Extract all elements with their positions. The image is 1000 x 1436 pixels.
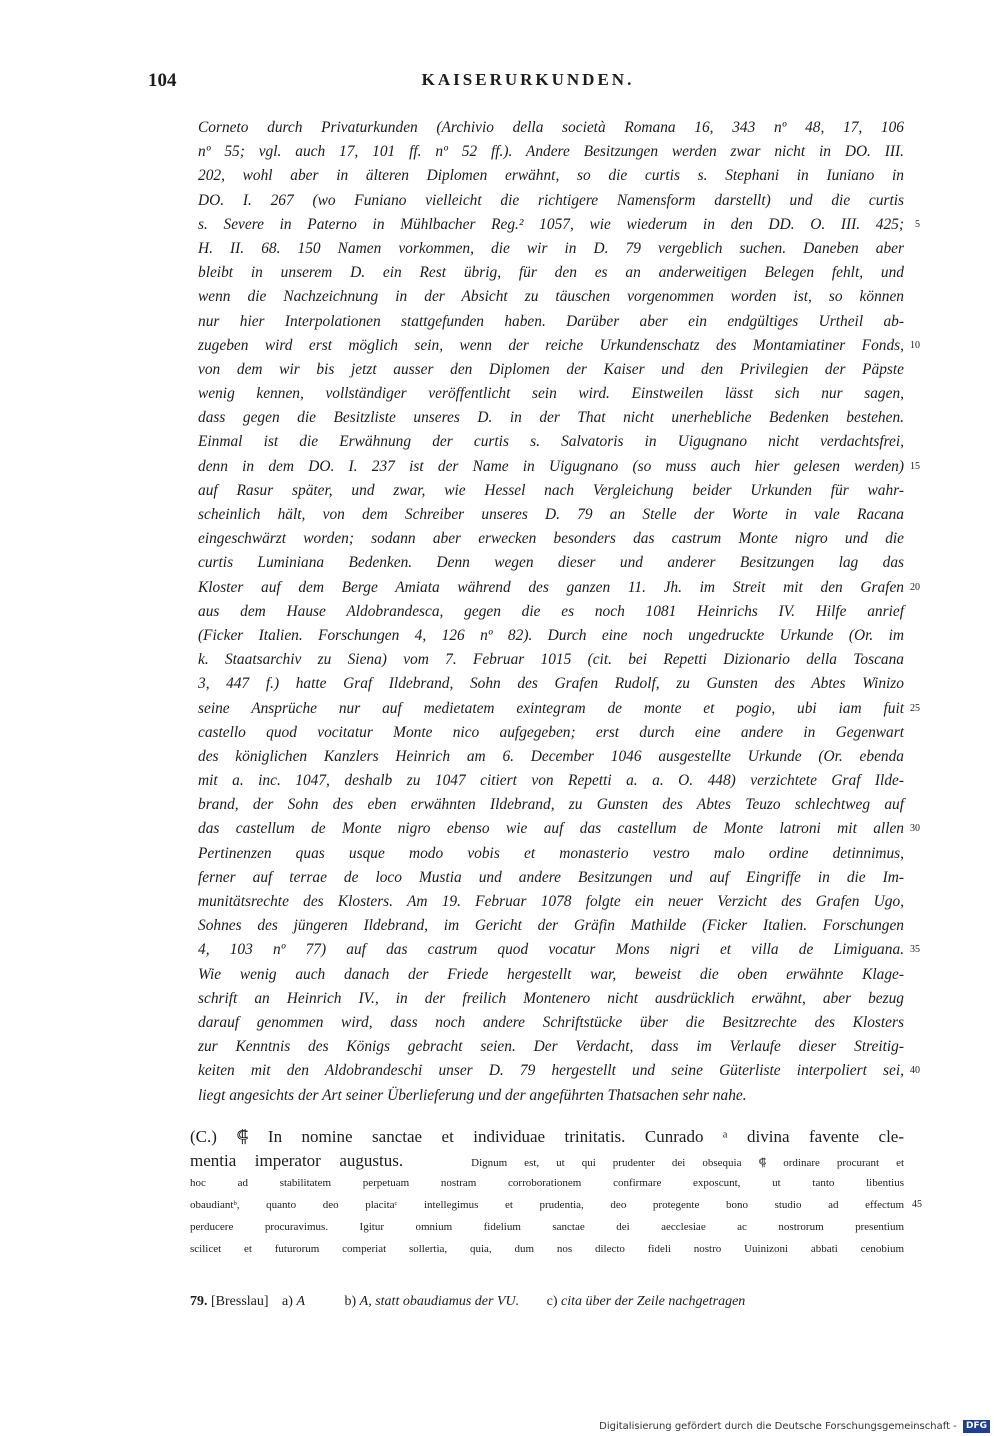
commentary-line [198,503,904,527]
commentary-line-text: dass gegen die Besitzliste unseres D. in der That nicht unerhebliche Bedenken bestehen. [198,409,904,427]
commentary-line-text: (Ficker Italien. Forschungen 4, 126 nº 82). Durch eine noch ungedruckte Urkunde (Or. im [198,626,904,644]
running-title: KAISERURKUNDEN. [421,70,635,89]
commentary-line-text: eingeschwärzt worden; sodann aber erwecken besonders das castrum Monte nigro und die [198,530,904,548]
commentary-line-text: ferner auf terrae de loco Mustia und andere Besitzungen und auf Eingriffe in die Im- [198,868,904,886]
commentary-line-text: Wie wenig auch danach der Friede hergestellt war, beweist die oben erwähnte Klage- [198,965,904,983]
footnote-c-text: cita über der Zeile nachgetragen [561,1294,746,1309]
commentary-line-text: DO. I. 267 (wo Funiano vielleicht die richtigere Namensform darstellt) und die curtis [198,191,904,209]
commentary-line [198,890,904,914]
commentary-line-text: Einmal ist die Erwähnung der curtis s. Salvatoris in Uigugnano nicht verdachtsfrei, [198,433,904,451]
commentary-line [198,938,920,962]
dfg-logo: DFG [963,1420,990,1433]
commentary-line [198,164,904,188]
commentary-line [198,1011,904,1035]
commentary-line-text: von dem wir bis jetzt ausser den Diplomen der Kaiser und den Privilegien der Päpste [198,360,904,378]
footnotes [190,1290,904,1314]
commentary-line [198,576,920,600]
charter-text-run: obaudiantᵇ, quanto deo placitaᶜ intellegimus et prudentia, deo protegente bono studio ad effectum [190,1199,904,1211]
commentary-line-text: 4, 103 nº 77) auf das castrum quod vocatur Mons nigri et villa de Limiguana. [198,941,904,959]
commentary-line-text: Sohnes des jüngeren Ildebrand, im Gericht der Gräfin Mathilde (Ficker Italien. Forschungen [198,917,904,935]
commentary-line-text: seine Ansprüche nur auf medietatem exintegram de monte et pogio, ubi iam fuit [198,699,904,717]
document-number: 79. [190,1294,208,1309]
charter-line: scilicet et futurorum comperiat sollertia, quia, dum nos dilecto fideli nostro Uuinizoni abbati cenobium [190,1243,904,1255]
credit-text: Digitalisierung gefördert durch die Deutsche Forschungsgemeinschaft - [599,1421,957,1432]
commentary-line [198,479,904,503]
commentary-line [198,310,904,334]
charter-line [190,1150,904,1172]
digitization-credit [599,1419,990,1435]
commentary-line-text: darauf genommen wird, dass noch andere Schriftstücke über die Besitzrechte des Klosters [198,1013,904,1031]
commentary-line [198,1084,904,1108]
editor-name: [Bresslau] [211,1294,269,1309]
commentary-line [198,116,904,140]
commentary-line-text: Kloster auf dem Berge Amiata während des ganzen 11. Jh. im Streit mit den Grafen [198,578,904,596]
footnote-a-label: a) [282,1294,293,1309]
commentary-line-text: Corneto durch Privaturkunden (Archivio della società Romana 16, 343 nº 48, 17, 106 [198,119,904,136]
commentary-line-text: bleibt in unserem D. ein Rest übrig, für den es an anderweitigen Belegen fehlt, und [198,264,904,282]
commentary-line-text: aus dem Hause Aldobrandesca, gegen die es noch 1081 Heinrichs IV. Hilfe anrief [198,602,904,620]
commentary-line [198,140,904,164]
page-number: 104 [148,70,177,91]
commentary-line-text: mit a. inc. 1047, deshalb zu 1047 citiert von Repetti a. a. O. 448) verzichtete Graf Ilde- [198,772,904,790]
commentary-line-text: H. II. 68. 150 Namen vorkommen, die wir in D. 79 vergeblich suchen. Daneben aber [198,239,904,257]
page-header [148,70,908,94]
commentary-line-text: wenig kennen, vollständiger veröffentlicht sein wird. Einstweilen lässt sich nur sagen, [198,385,904,403]
commentary-line-text: wenn die Nachzeichnung in der Absicht zu täuschen vorgenommen worden ist, so können [198,288,904,306]
commentary-line-text: nur hier Interpolationen stattgefunden haben. Darüber aber ein endgültiges Urtheil ab- [198,312,904,330]
commentary-line-text: das castellum de Monte nigro ebenso wie auf das castellum de Monte latroni mit allen [198,820,904,838]
commentary-line [198,285,904,309]
commentary-line [198,963,904,987]
commentary-line-text: 3, 447 f.) hatte Graf Ildebrand, Sohn des Grafen Rudolf, zu Gunsten des Abtes Winizo [198,675,904,693]
commentary-line-text: auf Rasur später, und zwar, wie Hessel nach Vergleichung beider Urkunden für wahr- [198,481,904,499]
line-number: 25 [910,702,920,714]
commentary-line [198,987,904,1011]
commentary-line [198,745,904,769]
commentary-line-text: curtis Luminiana Bedenken. Denn wegen dieser und anderer Besitzungen lag das [198,554,904,572]
footnote-b-text: A, statt obaudiamus der VU. [359,1294,520,1309]
commentary-line-text: liegt angesichts der Art seiner Überlieferung und der angeführten Thatsachen sehr nahe. [198,1086,747,1104]
charter-line [190,1194,922,1216]
line-number: 30 [910,823,920,835]
commentary-line [198,406,904,430]
commentary-line-text: nº 55; vgl. auch 17, 101 ff. nº 52 ff.). Andere Besitzungen werden zwar nicht in DO. III. [198,143,904,161]
commentary-line [198,261,904,285]
commentary-line-text: brand, der Sohn des eben erwähnten Ildebrand, zu Gunsten des Abtes Teuzo schlechtweg auf [198,796,904,814]
line-number: 15 [910,460,920,472]
commentary-line-text: munitätsrechte des Klosters. Am 19. Februar 1078 folgte ein neuer Verzicht des Grafen Ugo, [198,893,904,910]
commentary-line [198,1035,904,1059]
commentary-line-text: Pertinenzen quas usque modo vobis et monasterio vestro malo ordine detinnimus, [198,844,904,862]
commentary-line-text: des königlichen Kanzlers Heinrich am 6. December 1046 ausgestellte Urkunde (Or. ebenda [198,747,904,765]
commentary-line [198,1059,920,1083]
charter-text [190,1124,922,1260]
commentary-line-text: zugeben wird erst möglich sein, wenn der reiche Urkundenschatz des Montamiatiner Fonds, [198,336,904,354]
commentary-line-text: scheinlich hält, von dem Schreiber unseres D. 79 an Stelle der Worte in vale Racana [198,506,904,523]
commentary-line [198,817,920,841]
line-number: 45 [912,1199,922,1210]
line-number: 5 [915,218,920,230]
commentary-line [198,672,904,696]
line-number: 20 [910,581,920,593]
commentary-line [198,793,904,817]
footnote-c-label: c) [546,1294,558,1309]
commentary-line [198,455,920,479]
commentary-line-text: k. Staatsarchiv zu Siena) vom 7. Februar 1015 (cit. bei Repetti Dizionario della Toscana [198,651,904,669]
commentary-line-text: schrift an Heinrich IV., in der freilich Montenero nicht ausdrücklich erwähnt, aber bezug [198,989,904,1007]
commentary-line [198,866,904,890]
commentary-line-text: zur Kenntnis des Königs gebracht seien. Der Verdacht, dass im Verlaufe dieser Streitig- [198,1038,904,1056]
commentary-line [198,600,904,624]
commentary-text [198,116,920,1108]
commentary-line [198,551,904,575]
charter-line: hoc ad stabilitatem perpetuam nostram corroborationem confirmare exposcunt, ut tanto libentius [190,1177,904,1189]
commentary-line [198,237,904,261]
line-number: 35 [910,944,920,956]
commentary-line [198,624,904,648]
commentary-line-text: castello quod vocitatur Monte nico aufgegeben; erst durch eine andere in Gegenwart [198,723,904,741]
commentary-line [198,213,920,237]
commentary-line [198,382,904,406]
commentary-line-text: denn in dem DO. I. 237 ist der Name in Uigugnano (so muss auch hier gelesen werden) [198,457,904,475]
commentary-line [198,189,904,213]
footnote-b-label: b) [344,1294,357,1309]
charter-text-run: Dignum est, ut qui prudenter dei obsequia ⸿ ordinare procurant et [471,1157,905,1169]
commentary-line [198,697,920,721]
line-number: 40 [910,1065,920,1077]
commentary-line-text: keiten mit den Aldobrandeschi unser D. 79 hergestellt und seine Güterliste interpoliert sei, [198,1062,904,1080]
commentary-line [198,358,904,382]
commentary-line [198,430,904,454]
commentary-line [198,842,904,866]
charter-line: (C.) ⸿ In nomine sanctae et individuae trinitatis. Cunrado ᵃ divina favente cle- [190,1127,904,1146]
commentary-line [198,648,904,672]
commentary-line [198,769,904,793]
commentary-line [198,721,904,745]
commentary-line [198,334,920,358]
commentary-line [198,527,904,551]
commentary-line [198,914,904,938]
footnote-a-text: A [296,1294,305,1309]
charter-title: mentia imperator augustus. [190,1151,404,1170]
commentary-line-text: 202, wohl aber in älteren Diplomen erwähnt, so die curtis s. Stephani in Iuniano in [198,167,904,185]
charter-line: perducere procuravimus. Igitur omnium fidelium sanctae dei aecclesiae ac nostrorum presentium [190,1221,904,1233]
commentary-line-text: s. Severe in Paterno in Mühlbacher Reg.² 1057, wie wiederum in den DD. O. III. 425; [198,215,904,233]
line-number: 10 [910,339,920,351]
